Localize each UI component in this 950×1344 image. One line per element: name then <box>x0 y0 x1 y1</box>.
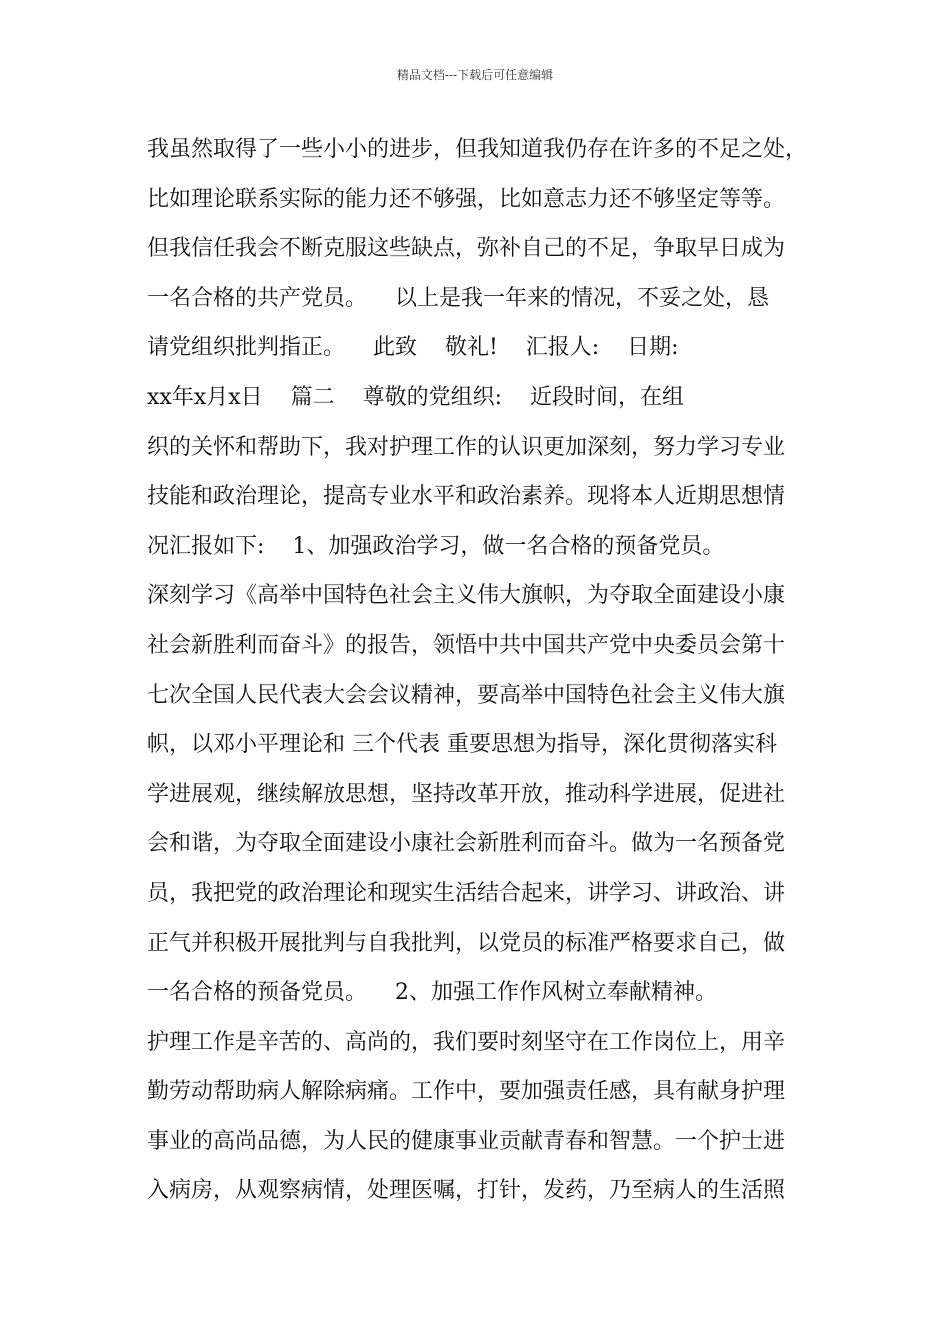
body-text <box>147 130 817 1221</box>
text-line: 我虽然取得了一些小小的进步，但我知道我仍存在许多的不足之处， <box>147 137 808 162</box>
text-line: 学进展观，继续解放思想，坚持改革开放，推动科学进展，促进社 <box>147 781 786 807</box>
text-line: 技能和政治理论，提高专业水平和政治素养。现将本人近期思想情 <box>147 484 786 510</box>
text-line: 但我信任我会不断克服这些缺点，弥补自己的不足，争取早日成为 <box>147 236 786 262</box>
text-line: 事业的高尚品德，为人民的健康事业贡献青春和智慧。一个护士进 <box>147 1128 786 1154</box>
text-line: 员，我把党的政治理论和现实生活结合起来，讲学习、讲政治、讲 <box>147 880 786 906</box>
text-line: 一名合格的预备党员。 2、加强工作作风树立奉献精神。 <box>147 980 717 1006</box>
text-line: 比如理论联系实际的能力还不够强，比如意志力还不够坚定等等。 <box>147 186 786 212</box>
text-line: 深刻学习《高举中国特色社会主义伟大旗帜，为夺取全面建设小康 <box>147 583 786 609</box>
text-line: 正气并积极开展批判与自我批判，以党员的标准严格要求自己，做 <box>147 930 786 956</box>
text-line: 七次全国人民代表大会会议精神，要高举中国特色社会主义伟大旗 <box>147 682 786 708</box>
text-line: 勤劳动帮助病人解除病痛。工作中，要加强责任感，具有献身护理 <box>147 1079 786 1105</box>
page-header: 精品文档---下载后可任意编辑 <box>396 68 554 82</box>
text-line: 况汇报如下: 1、加强政治学习，做一名合格的预备党员。 <box>147 533 725 559</box>
text-line: 请党组织批判指正。 此致 敬礼! 汇报人: 日期: <box>147 335 679 361</box>
text-line: 帜，以邓小平理论和 三个代表 重要思想为指导，深化贯彻落实科 <box>147 732 777 758</box>
text-line: 护理工作是辛苦的、高尚的，我们要时刻坚守在工作岗位上，用辛 <box>147 1029 786 1055</box>
text-line: 一名合格的共产党员。 以上是我一年来的情况，不妥之处，恳 <box>147 285 769 311</box>
text-line: 织的关怀和帮助下，我对护理工作的认识更加深刻，努力学习专业 <box>147 434 786 460</box>
text-line: 社会新胜利而奋斗》的报告，领悟中共中国共产党中央委员会第十 <box>147 632 786 658</box>
text-line: 会和谐，为夺取全面建设小康社会新胜利而奋斗。做为一名预备党 <box>147 831 786 857</box>
text-line: xx年x月x日 篇二 尊敬的党组织: 近段时间，在组 <box>147 384 684 410</box>
text-line: 入病房，从观察病情，处理医嘱，打针，发药，乃至病人的生活照 <box>147 1178 786 1204</box>
